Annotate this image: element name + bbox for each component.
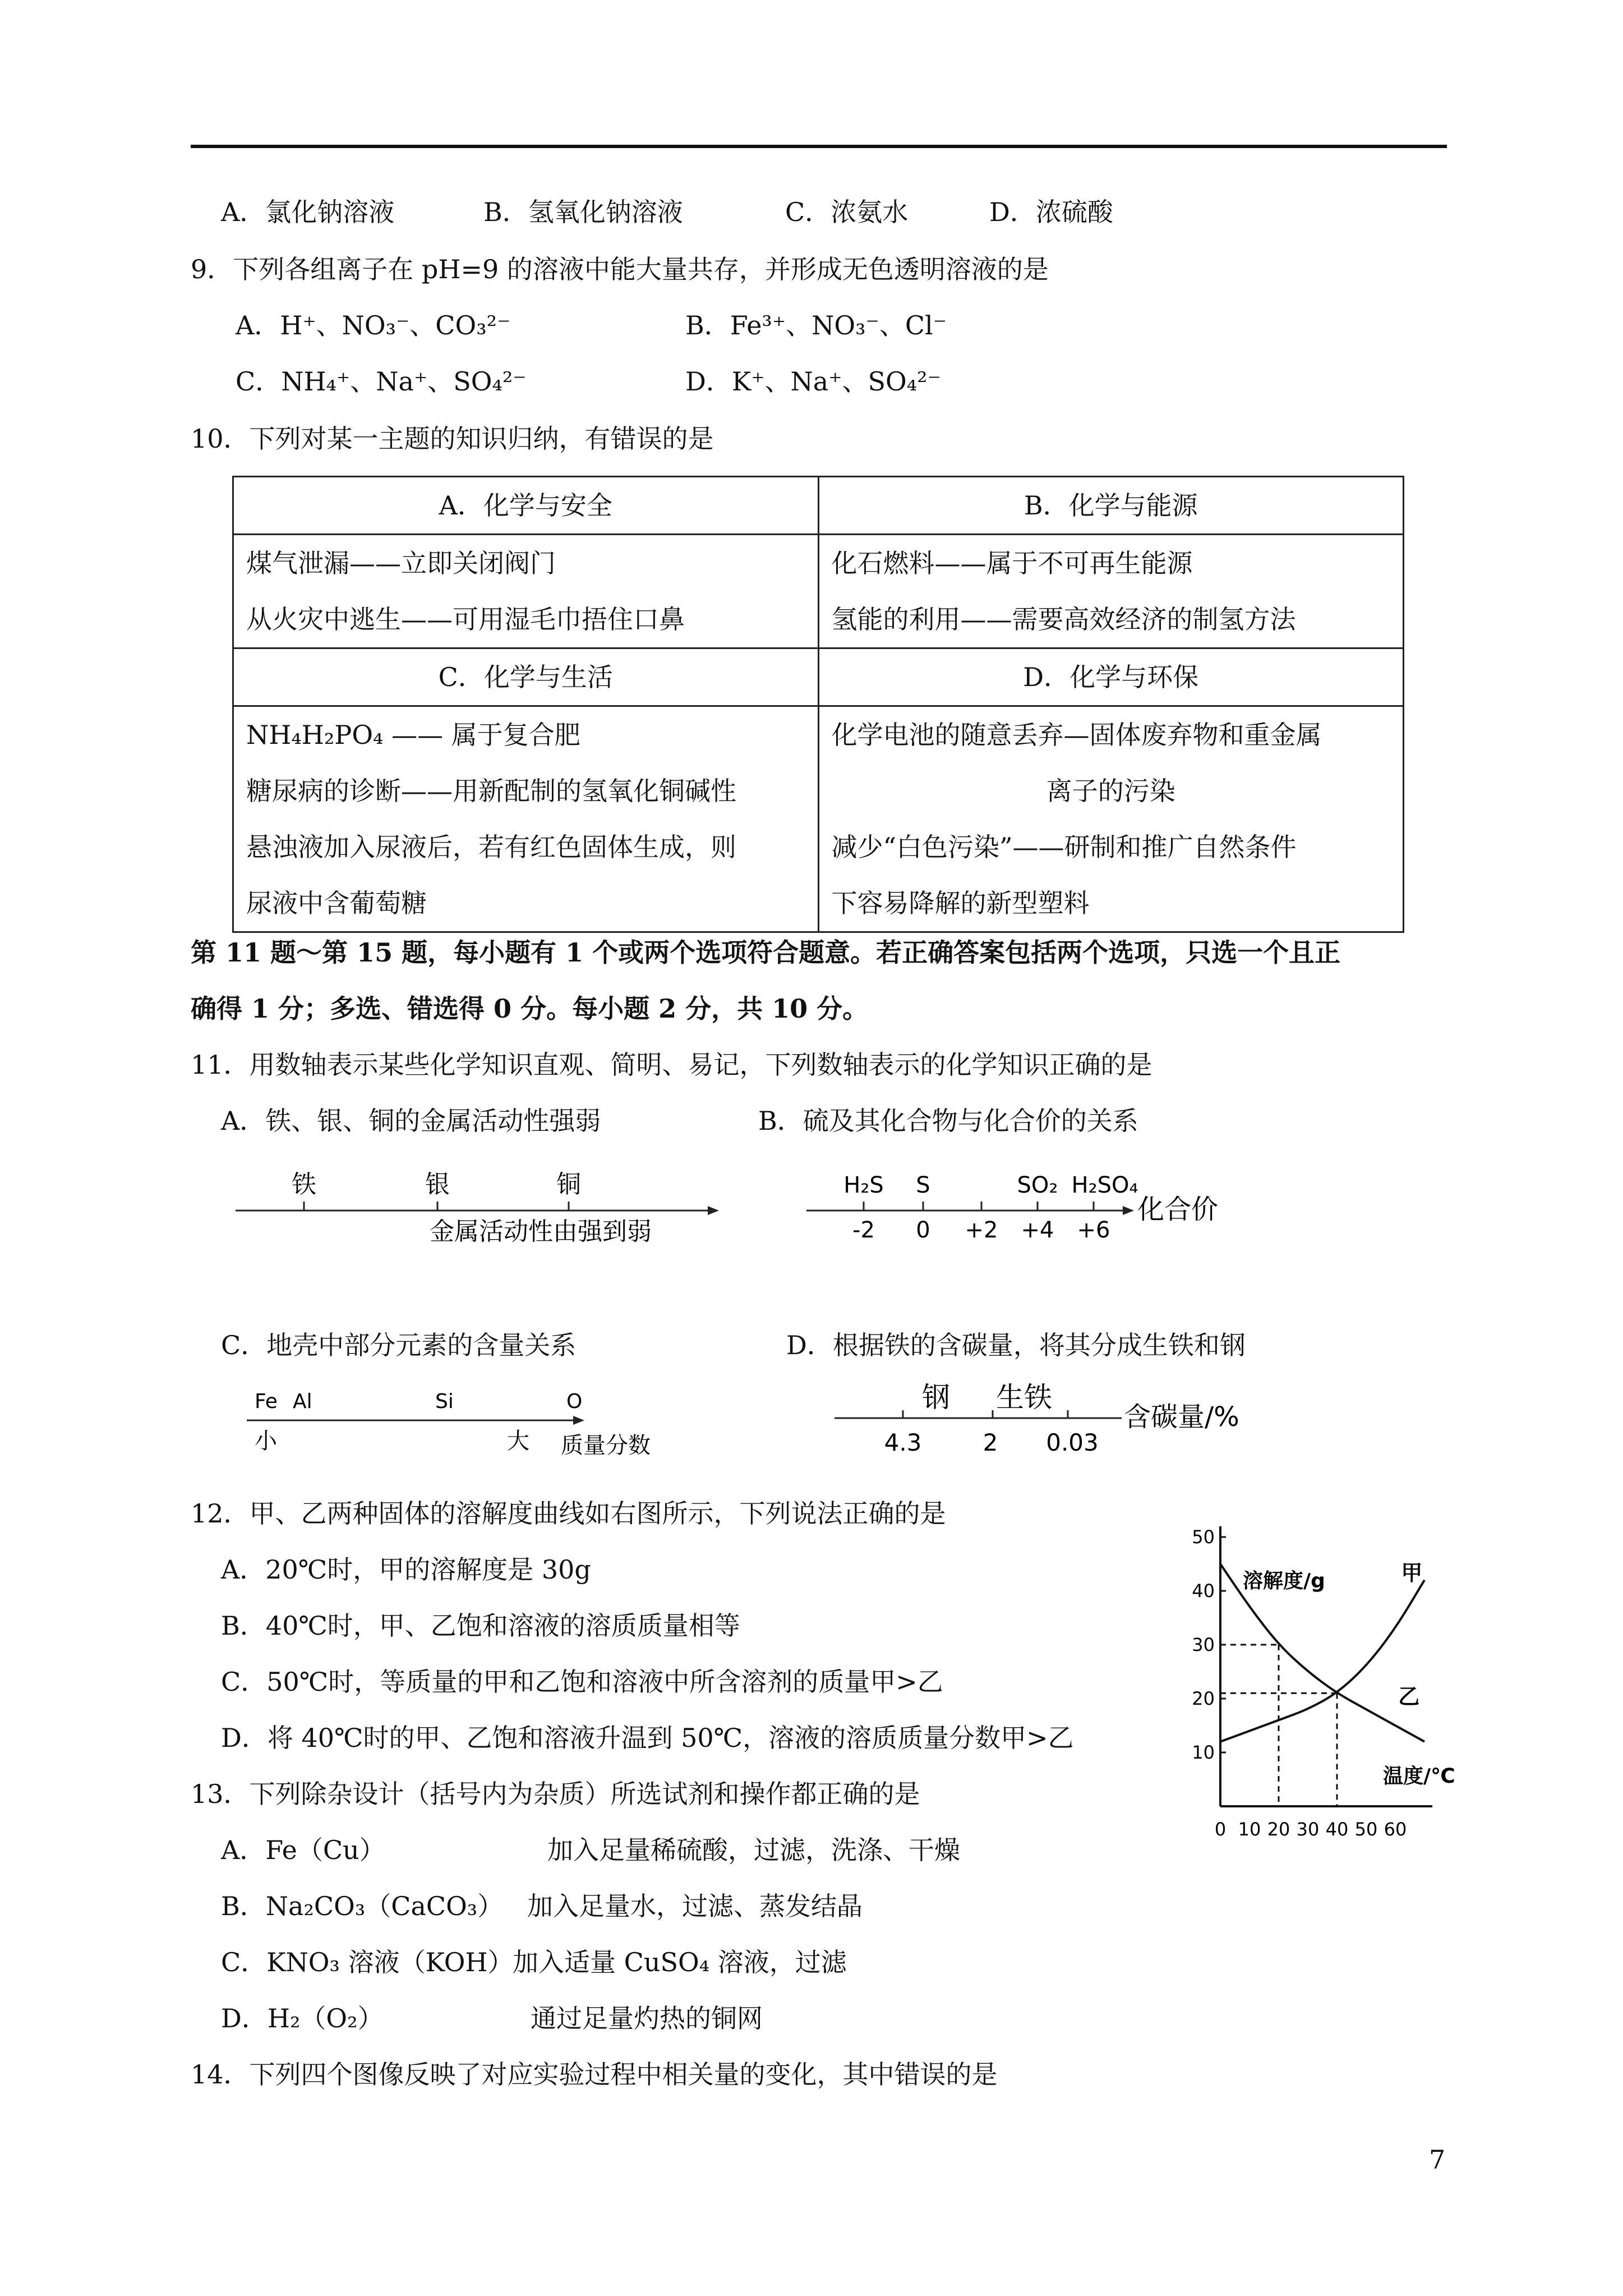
q13-d-item: D．H₂（O₂）: [221, 2003, 384, 2033]
solubility-chart: [1189, 1526, 1503, 1846]
q11-b-tick: -2: [852, 1217, 875, 1243]
q11-d-caption: 含碳量/%: [1124, 1401, 1239, 1433]
q9-option-d: D．K⁺、Na⁺、SO₄²⁻: [685, 366, 941, 397]
chart-y-tick-label: 10: [1192, 1742, 1215, 1763]
q9-stem: 9．下列各组离子在 pH=9 的溶液中能大量共存，并形成无色透明溶液的是: [191, 254, 1049, 284]
q11-option-c: C．地壳中部分元素的含量关系: [221, 1330, 577, 1360]
q12-stem: 12．甲、乙两种固体的溶解度曲线如右图所示，下列说法正确的是: [191, 1498, 946, 1529]
q9-option-c: C．NH₄⁺、Na⁺、SO₄²⁻: [236, 366, 527, 397]
q11-d-number-line: [830, 1374, 1312, 1464]
q10-b-line: 化石燃料——属于不可再生能源: [831, 548, 1193, 578]
q10-b-header: B．化学与能源: [818, 477, 1404, 535]
chart-y-tick-label: 40: [1192, 1580, 1215, 1602]
q13-b-item: B．Na₂CO₃（CaCO₃）: [221, 1891, 504, 1921]
q14-stem: 14．下列四个图像反映了对应实验过程中相关量的变化，其中错误的是: [191, 2059, 998, 2090]
q10-d-line: 减少“白色污染”——研制和推广自然条件: [831, 832, 1297, 862]
q11-a-mark-silver: 银: [425, 1170, 450, 1199]
q13-stem: 13．下列除杂设计（括号内为杂质）所选试剂和操作都正确的是: [191, 1779, 920, 1809]
chart-series-line: [1220, 1580, 1424, 1742]
q11-option-b: B．硫及其化合物与化合价的关系: [758, 1106, 1138, 1136]
q10-b-line: 氢能的利用——需要高效经济的制氢方法: [831, 604, 1296, 634]
chart-x-tick-label: 40: [1325, 1819, 1349, 1840]
chart-x-tick-label: 30: [1296, 1819, 1320, 1840]
q11-c-number-line: [241, 1380, 701, 1464]
q8-option-d: D．浓硫酸: [989, 197, 1113, 227]
q11-b-mark: H₂S: [843, 1172, 884, 1198]
q11-a-number-line: [230, 1161, 723, 1257]
q11-c-mark: Al: [293, 1390, 312, 1413]
header-rule: [191, 145, 1447, 148]
q11-c-caption: 质量分数: [561, 1433, 651, 1458]
q11-d-mark-pig-iron: 生铁: [996, 1381, 1052, 1414]
q12-option-b: B．40℃时，甲、乙饱和溶液的溶质质量相等: [221, 1611, 740, 1641]
q11-b-tick: 0: [916, 1217, 930, 1243]
q12-option-d: D．将 40℃时的甲、乙饱和溶液升温到 50℃，溶液的溶质质量分数甲>乙: [221, 1723, 1074, 1753]
q13-a-item: A．Fe（Cu）: [221, 1835, 385, 1865]
q11-c-large: 大: [507, 1428, 529, 1454]
q11-c-small: 小: [255, 1428, 277, 1454]
q11-d-tick: 4.3: [884, 1429, 922, 1456]
q10-d-content: [818, 706, 1404, 932]
chart-series-label: 乙: [1398, 1684, 1420, 1709]
chart-y-axis-label: 溶解度/g: [1243, 1570, 1325, 1593]
q10-c-line: 尿液中含葡萄糖: [246, 888, 427, 918]
q10-d-line: 化学电池的随意丢弃—固体废弃物和重金属: [831, 720, 1322, 750]
q10-d-line: 下容易降解的新型塑料: [831, 888, 1090, 918]
q9-option-a: A．H⁺、NO₃⁻、CO₃²⁻: [236, 310, 511, 341]
q11-a-mark-copper: 铜: [556, 1170, 581, 1199]
q11-d-tick: 2: [983, 1429, 998, 1456]
q10-stem: 10．下列对某一主题的知识归纳，有错误的是: [191, 424, 714, 454]
q10-a-header: A．化学与安全: [233, 477, 819, 535]
q11-b-mark: S: [916, 1172, 930, 1198]
q12-option-a: A．20℃时，甲的溶解度是 30g: [221, 1554, 591, 1585]
q11-d-mark-steel: 钢: [922, 1381, 950, 1414]
chart-x-tick-label: 20: [1267, 1819, 1290, 1840]
q10-d-header: D．化学与环保: [818, 648, 1404, 706]
q9-option-b: B．Fe³⁺、NO₃⁻、Cl⁻: [685, 310, 947, 341]
q11-stem: 11．用数轴表示某些化学知识直观、简明、易记，下列数轴表示的化学知识正确的是: [191, 1050, 1152, 1080]
q11-b-tick: +2: [965, 1217, 998, 1243]
q11-d-tick: 0.03: [1046, 1429, 1099, 1456]
q13-d-operation: 通过足量灼热的铜网: [531, 2003, 763, 2033]
q11-b-number-line: [802, 1161, 1239, 1257]
q10-c-line: 糖尿病的诊断——用新配制的氢氧化铜碱性: [246, 776, 736, 806]
chart-y-tick-label: 30: [1192, 1634, 1215, 1655]
section-note-line1: 第 11 题～第 15 题，每小题有 1 个或两个选项符合题意。若正确答案包括两个选项，只选一个且正: [191, 937, 1341, 968]
q11-b-mark: H₂SO₄: [1071, 1172, 1138, 1198]
chart-x-tick-label: 50: [1354, 1819, 1378, 1840]
chart-x-tick-label: 10: [1238, 1819, 1261, 1840]
q11-c-mark: Si: [435, 1390, 454, 1413]
q10-a-line: 从火灾中逃生——可用湿毛巾捂住口鼻: [246, 604, 685, 634]
q11-c-mark: Fe: [255, 1390, 278, 1413]
q13-a-operation: 加入足量稀硫酸，过滤，洗涤、干燥: [547, 1835, 960, 1865]
q13-c-operation: 加入适量 CuSO₄ 溶液，过滤: [513, 1947, 847, 1977]
q10-a-content: [233, 535, 819, 648]
chart-series-label: 甲: [1401, 1560, 1423, 1585]
q8-option-a: A．氯化钠溶液: [221, 197, 395, 227]
q11-a-mark-iron: 铁: [292, 1170, 316, 1199]
q11-b-tick: +6: [1077, 1217, 1110, 1243]
q11-b-mark: SO₂: [1017, 1172, 1058, 1198]
chart-y-tick-label: 20: [1192, 1688, 1215, 1709]
q13-b-operation: 加入足量水，过滤、蒸发结晶: [527, 1891, 863, 1921]
q11-c-mark: O: [566, 1390, 583, 1413]
chart-y-tick-label: 50: [1192, 1526, 1215, 1548]
section-note-line2: 确得 1 分；多选、错选得 0 分。每小题 2 分，共 10 分。: [191, 993, 869, 1024]
q13-c-item: C．KNO₃ 溶液（KOH）: [221, 1947, 514, 1977]
chart-x-tick-label: 60: [1384, 1819, 1407, 1840]
q12-option-c: C．50℃时，等质量的甲和乙饱和溶液中所含溶剂的质量甲>乙: [221, 1667, 943, 1697]
chart-x-axis-label: 温度/℃: [1383, 1765, 1455, 1788]
q10-c-header: C．化学与生活: [233, 648, 819, 706]
q10-a-line: 煤气泄漏——立即关闭阀门: [246, 548, 556, 578]
q8-option-b: B．氢氧化钠溶液: [483, 197, 683, 227]
q10-d-line: 离子的污染: [1046, 776, 1175, 806]
q10-b-content: [818, 535, 1404, 648]
q10-c-line: NH₄H₂PO₄ —— 属于复合肥: [246, 720, 580, 750]
q11-b-caption: 化合价: [1137, 1194, 1219, 1225]
q10-c-content: [233, 706, 819, 932]
chart-x-tick-label: 0: [1214, 1819, 1227, 1840]
q11-a-caption: 金属活动性由强到弱: [430, 1217, 652, 1246]
q11-option-a: A．铁、银、铜的金属活动性强弱: [221, 1106, 601, 1136]
q11-b-tick: +4: [1021, 1217, 1054, 1243]
q11-option-d: D．根据铁的含碳量，将其分成生铁和钢: [786, 1330, 1246, 1360]
page-number: 7: [1429, 2145, 1446, 2175]
q10-knowledge-table: [232, 476, 1404, 933]
q8-option-c: C．浓氨水: [785, 197, 909, 227]
q10-c-line: 悬浊液加入尿液后，若有红色固体生成，则: [246, 832, 736, 862]
